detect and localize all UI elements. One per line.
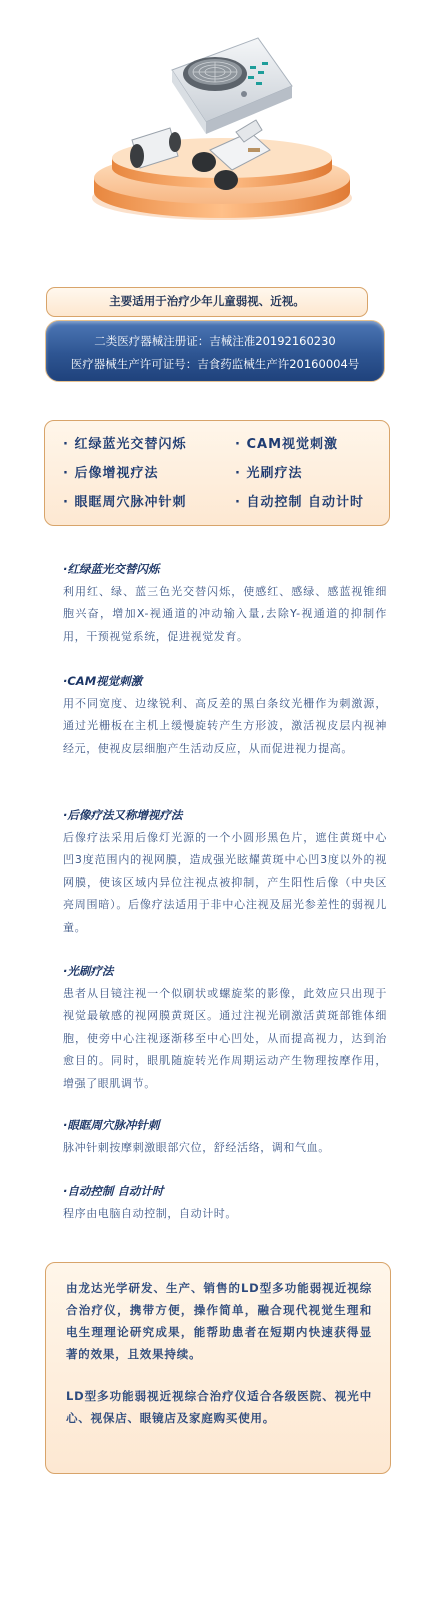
section-title: ·眼眶周穴脉冲针刺: [63, 1118, 160, 1132]
section-auto: [63, 1182, 387, 1225]
registration-certificate: 二类医疗器械注册证：吉械注准20192160230: [94, 334, 336, 348]
section-title: ·后像疗法又称增视疗法: [63, 808, 183, 822]
section-title: ·CAM视觉刺激: [63, 674, 143, 688]
section-title: ·光刷疗法: [63, 964, 114, 978]
product-image: [0, 0, 443, 240]
summary-paragraph: 由龙达光学研发、生产、销售的LD型多功能弱视近视综合治疗仪，携带方便，操作简单，融合现代视觉生理和电生理理论研究成果，能帮助患者在短期内快速获得显著的效果，且效果持续。: [66, 1281, 372, 1361]
feature-item: · 自动控制 自动计时: [235, 495, 364, 510]
section-pulse: [63, 1116, 387, 1159]
section-body: 程序由电脑自动控制，自动计时。: [63, 1207, 237, 1220]
section-body: 脉冲针刺按摩刺激眼部穴位，舒经活络，调和气血。: [63, 1141, 330, 1154]
section-title: ·自动控制 自动计时: [63, 1184, 164, 1198]
feature-item: · 红绿蓝光交替闪烁: [63, 437, 187, 452]
section-cam: [63, 672, 387, 760]
section-body: 患者从目镜注视一个似刷状或螺旋桨的影像，此效应只出现于视觉最敏感的视网膜黄斑区。通过注视光刷激活黄斑部锥体细胞，使旁中心注视逐渐移至中心凹处，从而提高视力，达到治愈目的。同时，眼肌随旋转光作周期运动产生物理按摩作用，增强了眼肌调节。: [63, 987, 387, 1090]
section-brush: [63, 962, 387, 1095]
section-body: 用不同宽度、边缘锐利、高反差的黑白条纹光栅作为刺激源，通过光栅板在主机上缓慢旋转产生方形波，激活视皮层内视神经元，使视皮层细胞产生活动反应，从而促进视力提高。: [63, 697, 387, 755]
feature-summary-box: [44, 420, 390, 526]
section-afterimage: [63, 806, 387, 939]
section-title: ·红绿蓝光交替闪烁: [63, 562, 160, 576]
production-license: 医疗器械生产许可证号：吉食药监械生产许20160004号: [70, 357, 360, 371]
section-body: 利用红、绿、蓝三色光交替闪烁，使感红、感绿、感蓝视锥细胞兴奋，增加X-视通道的冲动输入量,去除Y-视通道的抑制作用，干预视觉系统，促进视觉发育。: [63, 585, 387, 643]
indication-notice: 主要适用于治疗少年儿童弱视、近视。: [46, 287, 368, 317]
feature-item: · 后像增视疗法: [63, 466, 159, 481]
summary-paragraph: LD型多功能弱视近视综合治疗仪适合各级医院、视光中心、视保店、眼镜店及家庭购买使用。: [66, 1389, 372, 1425]
summary-box: [45, 1262, 391, 1474]
feature-item: · 眼眶周穴脉冲针刺: [63, 495, 187, 510]
feature-item: · CAM视觉刺激: [235, 437, 339, 452]
section-body: 后像疗法采用后像灯光源的一个小圆形黑色片，遮住黄斑中心凹3度范围内的视网膜，造成强光眩耀黄斑中心凹3度以外的视网膜，使该区域内异位注视点被抑制，产生阳性后像（中央区亮周围暗）。后像疗法适用于非中心注视及屈光参差性的弱视儿童。: [63, 831, 387, 934]
feature-item: · 光刷疗法: [235, 466, 303, 481]
section-flash: [63, 560, 387, 648]
registration-banner: [45, 320, 385, 382]
